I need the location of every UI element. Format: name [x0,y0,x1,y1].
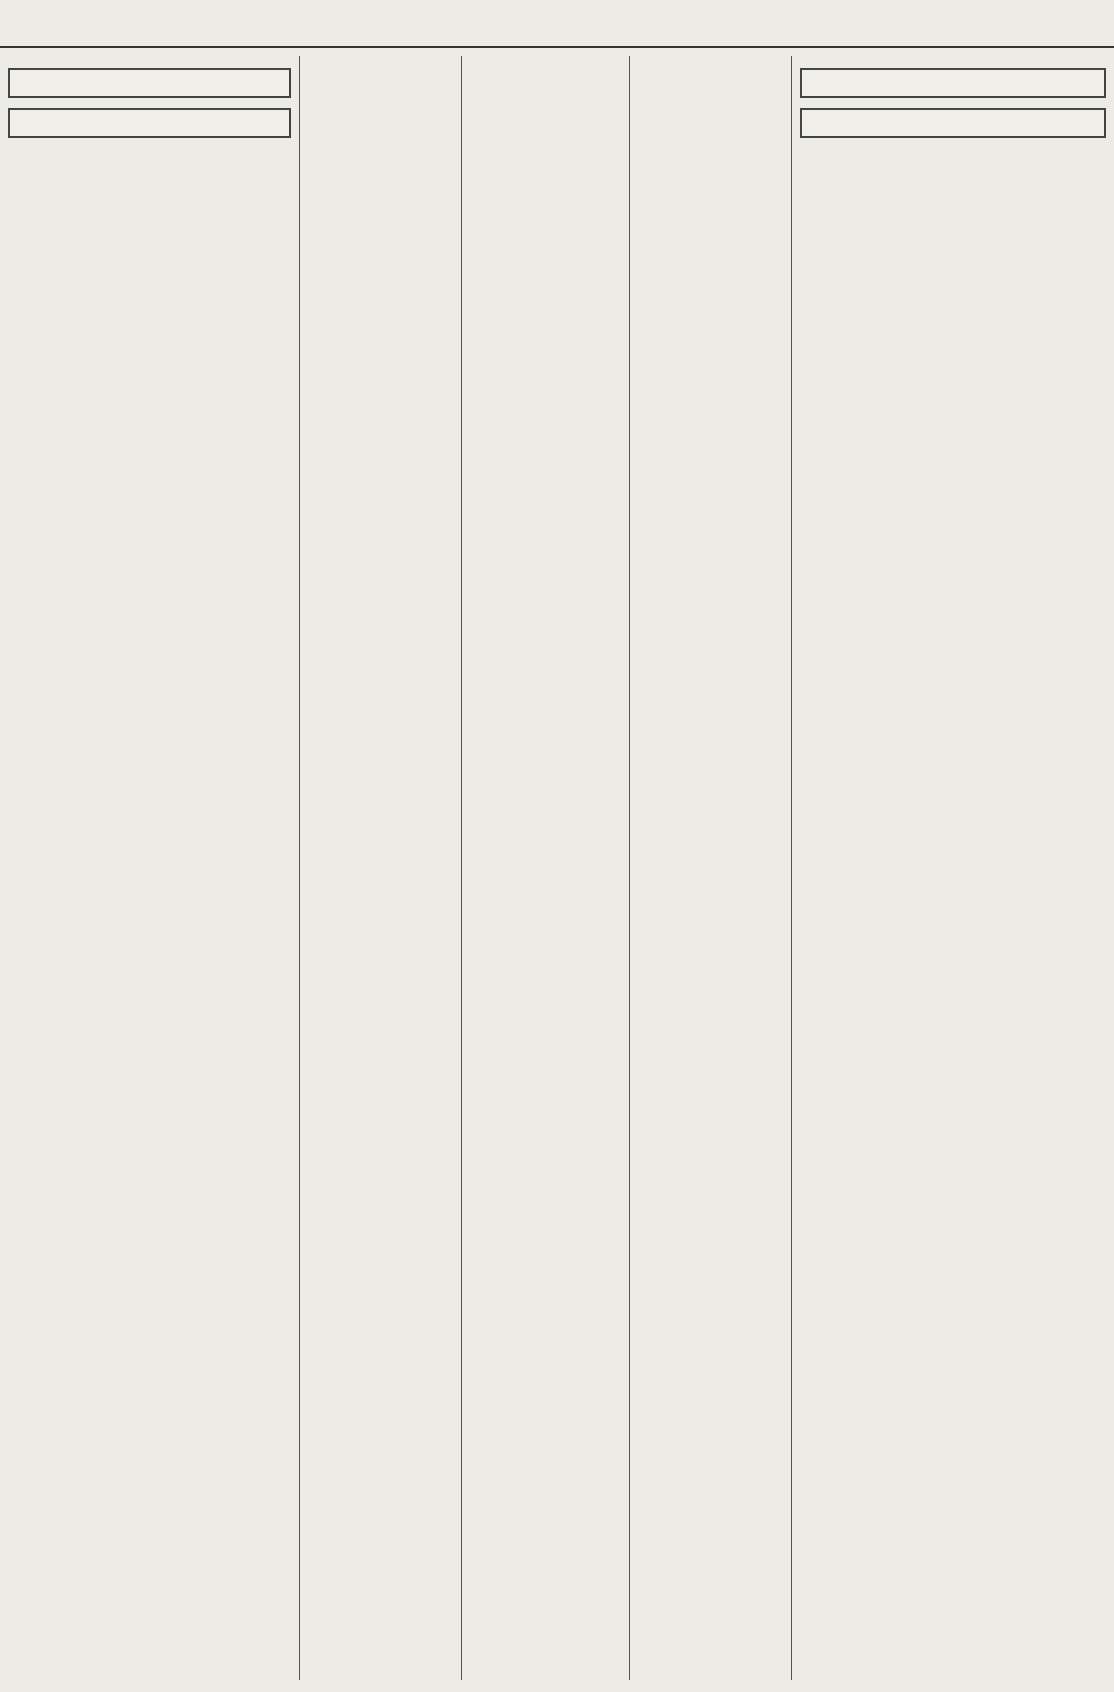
column-2 [300,56,462,1680]
column-1 [0,56,300,1680]
column-4 [630,56,792,1680]
ad-box-col5-1 [800,68,1106,98]
column-3 [462,56,630,1680]
ad-box-col5-2 [800,108,1106,138]
ad-box-col1-2 [8,108,291,138]
masthead [0,0,1114,48]
column-5 [792,56,1114,1680]
ad-box-col1-1 [8,68,291,98]
